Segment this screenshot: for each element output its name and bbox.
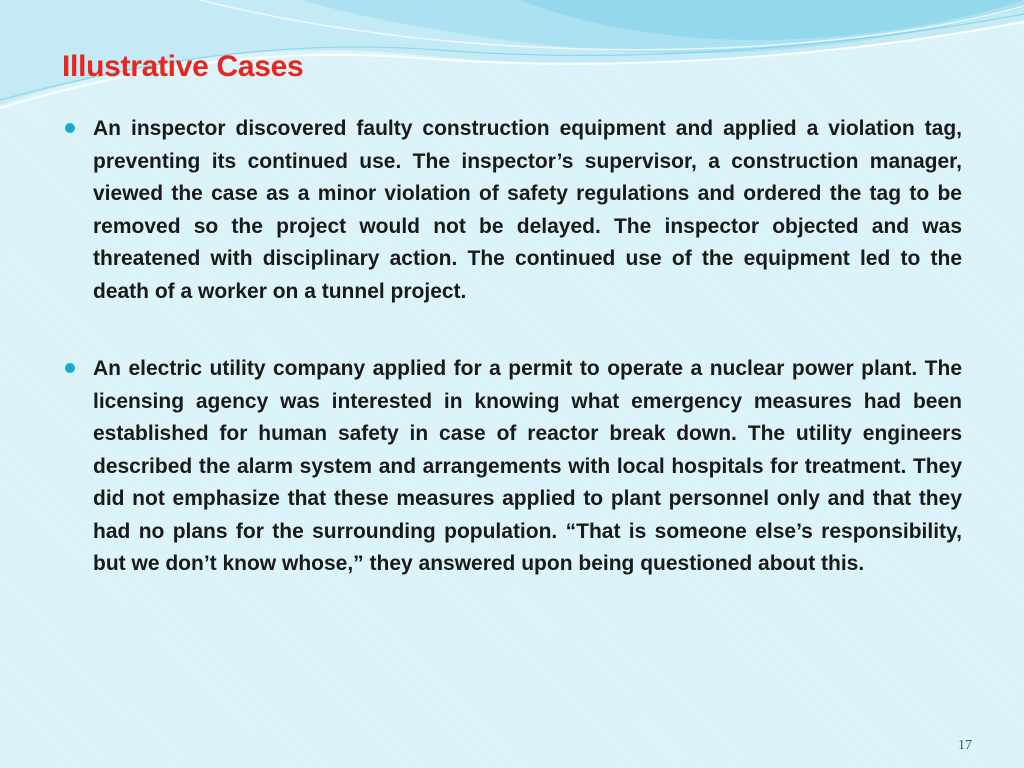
bullet-list xyxy=(62,113,962,581)
bullet-item xyxy=(62,353,962,581)
bullet-dot-icon xyxy=(65,363,75,373)
page-number: 17 xyxy=(958,738,972,753)
slide-title: Illustrative Cases xyxy=(62,50,304,83)
bullet-dot-icon xyxy=(65,123,75,133)
bullet-item xyxy=(62,113,962,308)
bullet-text: An electric utility company applied for a permit to operate a nuclear power plant. The licensing agency was interested in knowing what emergency measures had been established for human safety in case of reactor break down. The utility engineers described the alarm system and arrangements with local hospitals for treatment. They did not emphasize that these measures applied to plant personnel only and that they had no plans for the surrounding population. “That is someone else’s responsibility, but we don’t know whose,” they answered upon being questioned about this. xyxy=(93,357,962,575)
bullet-text: An inspector discovered faulty construction equipment and applied a violation tag, preventing its continued use. The inspector’s supervisor, a construction manager, viewed the case as a minor violation of safety regulations and ordered the tag to be removed so the project would not be delayed. The inspector objected and was threatened with disciplinary action. The continued use of the equipment led to the death of a worker on a tunnel project. xyxy=(93,117,962,303)
